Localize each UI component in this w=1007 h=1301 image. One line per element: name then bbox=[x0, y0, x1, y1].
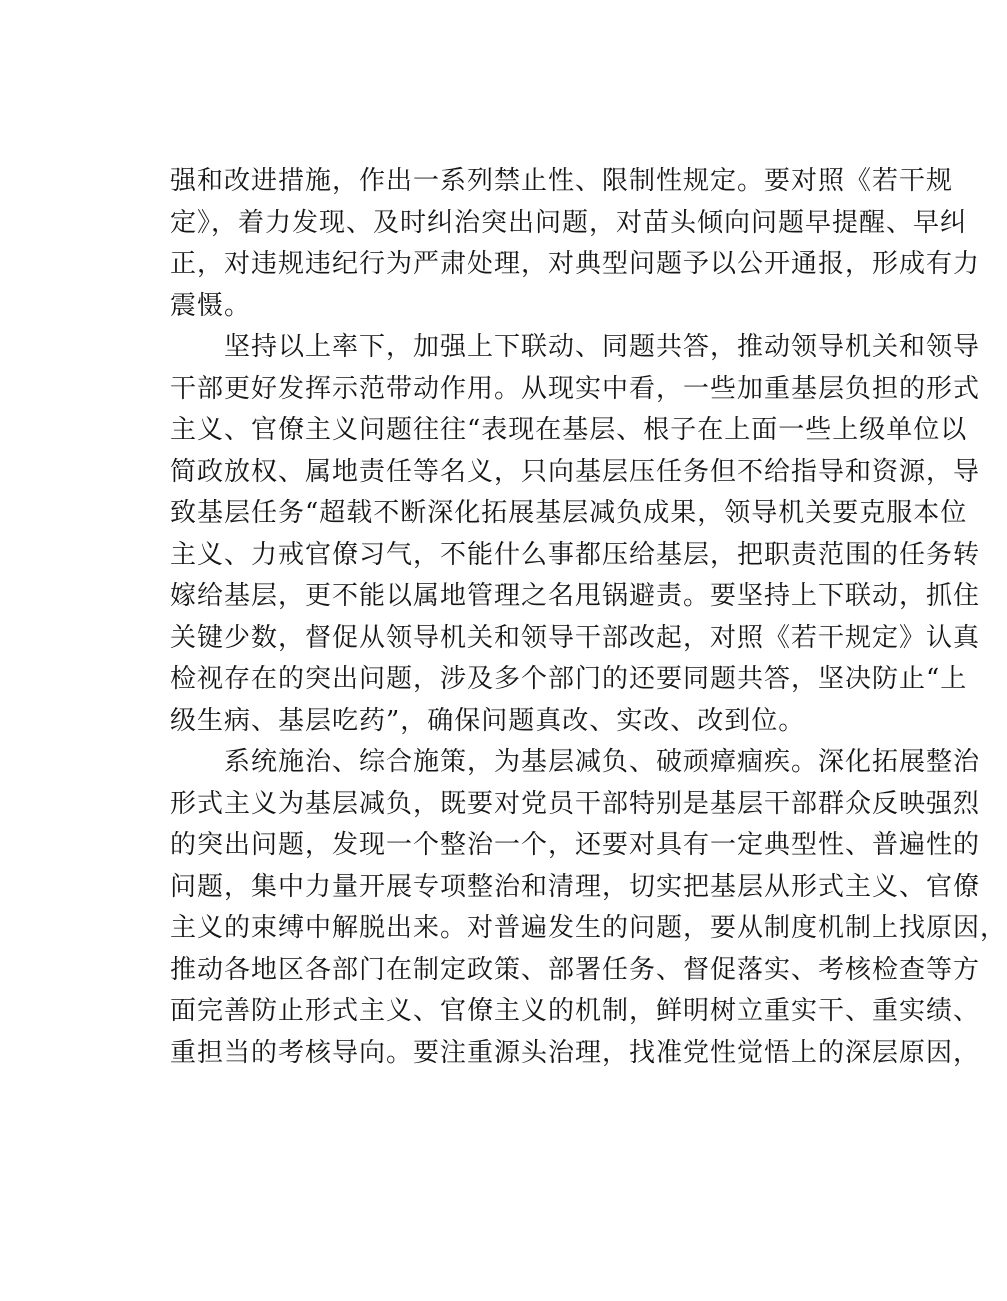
paragraph-line: 坚持以上率下，加强上下联动、同题共答，推动领导机关和领导 bbox=[170, 332, 981, 362]
paragraph-line: 主义、力戒官僚习气，不能什么事都压给基层，把职责范围的任务转 bbox=[170, 539, 981, 570]
paragraph-line: 震慑。 bbox=[170, 290, 252, 321]
paragraph-line: 的突出问题，发现一个整治一个，还要对具有一定典型性、普遍性的 bbox=[170, 830, 981, 860]
paragraph-line: 系统施治、综合施策，为基层减负、破顽瘴痼疾。深化拓展整治 bbox=[170, 747, 981, 777]
paragraph-line: 级生病、基层吃药”，确保问题真改、实改、改到位。 bbox=[170, 705, 806, 736]
paragraph-line: 简政放权、属地责任等名义，只向基层压任务但不给指导和资源，导 bbox=[170, 456, 981, 487]
paragraph-line: 正，对违规违纪行为严肃处理，对典型问题予以公开通报，形成有力 bbox=[170, 249, 981, 279]
paragraph-line: 嫁给基层，更不能以属地管理之名甩锅避责。要坚持上下联动，抓住 bbox=[170, 581, 981, 611]
document-body bbox=[170, 161, 1007, 1074]
paragraph-line: 面完善防止形式主义、官僚主义的机制，鲜明树立重实干、重实绩、 bbox=[170, 996, 981, 1026]
paragraph-line: 主义的束缚中解脱出来。对普遍发生的问题，要从制度机制上找原因， bbox=[170, 913, 1007, 943]
paragraph-line: 致基层任务“超载不断深化拓展基层减负成果，领导机关要克服本位 bbox=[170, 498, 968, 528]
paragraph-line: 干部更好发挥示范带动作用。从现实中看，一些加重基层负担的形式 bbox=[170, 373, 981, 404]
paragraph-line: 重担当的考核导向。要注重源头治理，找准党性觉悟上的深层原因， bbox=[170, 1037, 981, 1068]
paragraph-line: 定》，着力发现、及时纠治突出问题，对苗头倾向问题早提醒、早纠 bbox=[170, 207, 968, 238]
paragraph-line: 强和改进措施，作出一系列禁止性、限制性规定。要对照《若干规 bbox=[170, 166, 954, 196]
paragraph-line: 问题，集中力量开展专项整治和清理，切实把基层从形式主义、官僚 bbox=[170, 871, 981, 902]
paragraph-line: 检视存在的突出问题，涉及多个部门的还要同题共答，坚决防止“上 bbox=[170, 664, 968, 694]
paragraph-line: 关键少数，督促从领导机关和领导干部改起，对照《若干规定》认真 bbox=[170, 622, 981, 653]
paragraph-line: 形式主义为基层减负，既要对党员干部特别是基层干部群众反映强烈 bbox=[170, 788, 981, 819]
paragraph-line: 主义、官僚主义问题往往“表现在基层、根子在上面一些上级单位以 bbox=[170, 415, 968, 445]
paragraph-line: 推动各地区各部门在制定政策、部署任务、督促落实、考核检查等方 bbox=[170, 954, 981, 985]
